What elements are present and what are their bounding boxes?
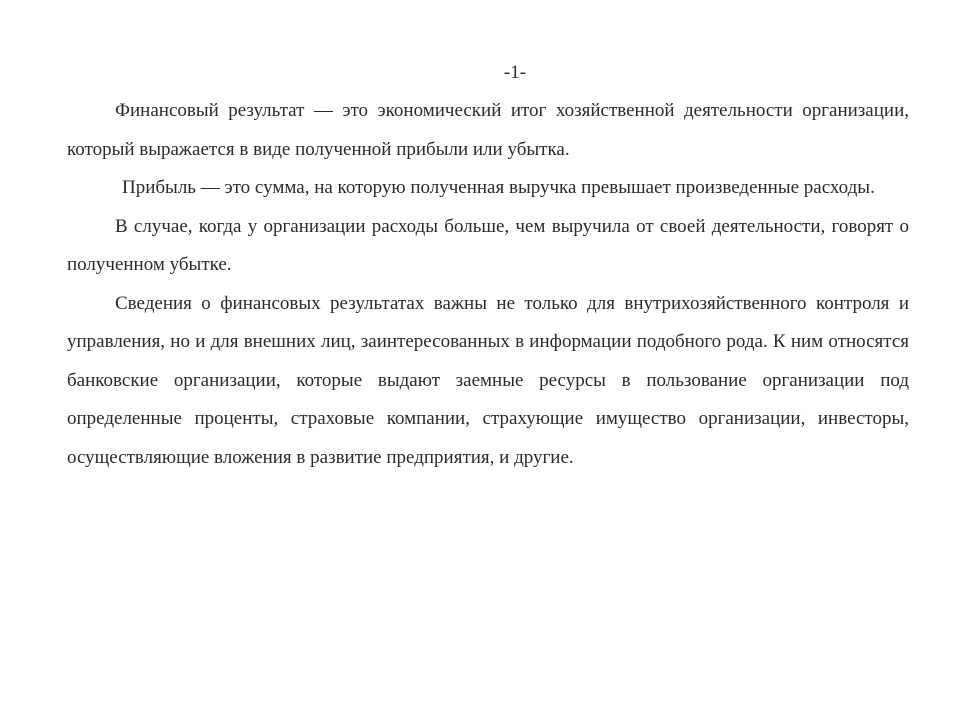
paragraph-loss: В случае, когда у организации расходы больше, чем выручила от своей деятельности, говорят о полученном убытке. (67, 215, 909, 275)
document-body (67, 92, 909, 477)
paragraph-profit: Прибыль — это сумма, на которую полученная выручка превышает произведенные расходы. (122, 177, 875, 198)
page-number: -1- (503, 62, 527, 83)
paragraph-information-users: Сведения о финансовых результатах важны не только для внутрихозяйственного контроля и управления, но и для внешних лиц, заинтересованных в информации подобного рода. К ним относятся банковские организации, которые выдают заемные ресурсы в пользование организации под определенные проценты, страховые компании, страхующие имущество организации, инвесторы, осуществляющие вложения в развитие предприятия, и другие. (67, 292, 909, 468)
paragraph-financial-result: Финансовый результат — это экономический итог хозяйственной деятельности организации, который выражается в виде полученной прибыли или убытка. (67, 100, 909, 160)
